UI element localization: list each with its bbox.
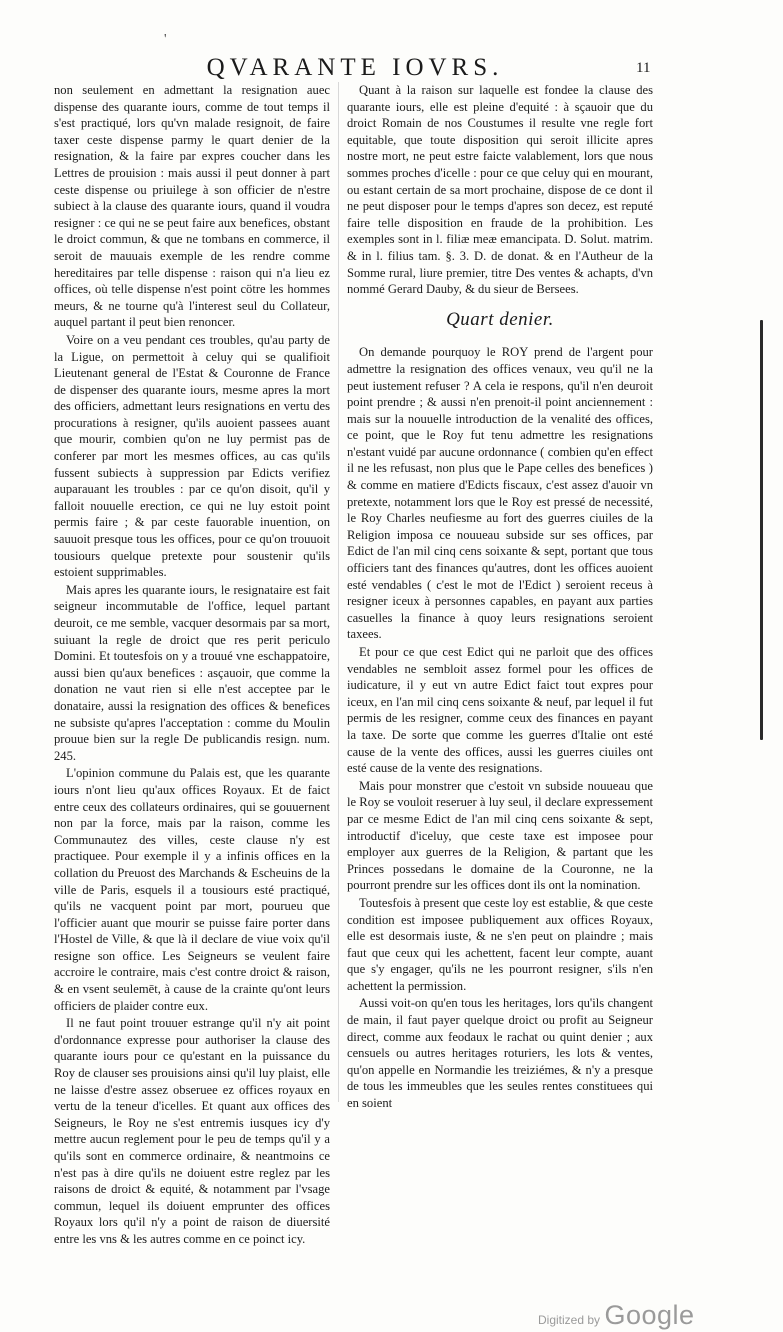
- paragraph: non seulement en admettant la resignation auec dispense des quarante iours, comme de tout temps il s'est practiqué, lors qu'vn malade resignoit, de faire taxer ceste dispense parmy le quart denier de la resignation, & la faire par expres coucher dans les Lettres de prouision : mais aussi il peut donner à part ceste dispense ou priuilege à son officier de n'estre subiect à la clause des quarante iours, quand il voudra resigner : ce qui ne se peut faire aux benefices, obstant le droict commun, & que ne tombans en commerce, il seroit de mauuais exemple de les rendre comme hereditaires par telle dispense : raison qui n'a lieu ez offices, où telle dispense n'est point cötre les hommes meurs, & ne tourne qu'à l'interest seul du Collateur, auquel partant il peut bien renoncer.: [54, 83, 330, 330]
- left-column: [54, 82, 330, 1248]
- paragraph: L'opinion commune du Palais est, que les quarante iours n'ont lieu qu'aux offices Royaux. Et de faict entre ceux des collateurs ordinaires, qui se gouuernent non par la force, mais par la raison, comme les Communautez des villes, ceste clause n'y est practiquee. Pour exemple il y a infinis offices en la collation du Preuost des Marchands & Escheuins de la ville de Paris, esquels il a tousiours esté practiqué, qu'ils ne vacquent point par mort, pourueu que l'officier auant que mourir se puisse faire porter dans l'Hostel de Ville, & que là il declare de viue voix qu'il resigne son office. Les Seigneurs se veulent faire accroire le contraire, mais c'est contre droict & raison, & en vsent seulemēt, à cause de la crainte qu'ont leurs officiers de plaider contre eux.: [54, 766, 330, 1013]
- paragraph: Il ne faut point trouuer estrange qu'il n'y ait point d'ordonnance expresse pour authoriser la clause des quarante iours pour ce qu'estant en la puissance du Roy de clauser ses prouisions ainsi qu'il luy plaist, elle ne laisse d'estre assez obseruee ez offices royaux en vertu de la teneur d'icelles. Et quant aux offices des Seigneurs, le Roy ne s'est entremis iusques icy d'y mettre aucun reglement pour le peu de temps qu'il y a qu'ils sont en commerce ordinaire, & neantmoins ce n'est pas à dire qu'ils ne doiuent estre reglez par les raisons de droict & equité, & notamment par l'vsage commun, lequel ils doiuent emprunter des offices Royaux lors qu'il n'y a point de raison de diuersité entre les vns & les autres comme en ce poinct icy.: [54, 1016, 330, 1246]
- paragraph: Quant à la raison sur laquelle est fondee la clause des quarante iours, elle est pleine d'equité : à sçauoir que du droict Romain de nos Coustumes il resulte vne regle fort equitable, que toute disposition qui seroit illicite apres nostre mort, ne peut estre faicte valablement, lors que nous sommes proches d'icelle : pour ce que celuy qui en mourant, ou estant certain de sa mort prochaine, dispose de ce dont il ne peut disposer pour le temps d'apres son decez, est reputé faire telle disposition en fraude de la prohibition. Les exemples sont in l. filiæ meæ emancipata. D. Solut. matrim. & in l. filius tam. §. 3. D. de donat. & en l'Autheur de la Somme rural, liure premier, titre Des ventes & achapts, d'vn nommé Gerard Dauby, & du sieur de Bersees.: [347, 83, 653, 297]
- paragraph: Aussi voit-on qu'en tous les heritages, lors qu'ils changent de main, il faut payer quelque droict ou profit au Seigneur direct, comme aux feodaux le rachat ou quint denier ; aux censuels ou autres heritages roturiers, les lots & ventes, qu'on appelle en Normandie les treiziémes, & n'y a presque de tous les immeubles que les seules rentes constituees qui en soient: [347, 996, 653, 1111]
- page-number: 11: [636, 60, 651, 76]
- paragraph: Voire on a veu pendant ces troubles, qu'au party de la Ligue, on permettoit à celuy qui se qualifioit Lieutenant general de l'Estat & Couronne de France de dispenser des quarante iours, mesme apres la mort des officiers, admettant leurs resignations en vertu des procurations à resigner, qu'ils auoient passees auant que mourir, combien qu'on ne luy permist pas de conferer par mort les mesmes offices, au cas qu'ils fussent subiects à suppression par Edicts verifiez auparauant les troubles : par ce qu'on disoit, qu'il y falloit nouuelle erection, ce qui ne luy estoit point permis faire ; & par ceste fauorable inuention, on sauuoit presque tous les offices, pour ce qu'on trouuoit tousiours quelque pretexte pour soustenir qu'ils estoient supprimables.: [54, 332, 330, 580]
- paragraph: Toutesfois à present que ceste loy est establie, & que ceste condition est imposee publiquement aux offices Royaux, elle est desormais iuste, & ne s'en peut on plaindre ; mais faut que ceux qui les achettent, facent leur compte, auant que s'y engager, qu'ils ne les pourront resigner, s'ils n'en achettent la permission.: [347, 895, 653, 993]
- google-logo: Google: [604, 1300, 695, 1330]
- column-divider: [338, 82, 339, 1102]
- right-column: [347, 82, 653, 1112]
- paragraph: Mais pour monstrer que c'estoit vn subside nouueau que le Roy se vouloit reseruer à luy seul, il declare expressement par ce mesme Edict de l'an mil cinq cens soixante & sept, introductif d'iceluy, que ceste taxe est imposee pour employer aux guerres de la Religion, & partant que les Princes possedans le domaine de la Couronne, ne la pourront prendre sur les offices dont ils ont la nomination.: [347, 778, 653, 893]
- digitized-watermark: [538, 1300, 695, 1331]
- paragraph: On demande pourquoy le ROY prend de l'argent pour admettre la resignation des offices venaux, veu qu'il ne la peut iustement refuser ? A cela ie respons, qu'il n'en deuroit point prendre ; & aussi n'en prenoit-il point anciennement : mais sur la nouuelle introduction de la venalité des offices, ce point, que le Roy fut tenu admettre les resignations n'estant vuidé par aucune ordonnance ( combien qu'en effect il ne les refusast, non plus que le Pape celles des benefices ) & comme en matiere d'Edicts fiscaux, c'est assez d'auoir vn pretexte, notamment lors que le Roy est pressé de necessité, le Roy Charles neufiesme au fort des guerres ciuiles de la Religion imposa ce nouueau subside sur ses offices, par Edict de l'an mil cinq cens soixante & sept, portant que tous officiers tant des finances qu'autres, dont les offices auoient esté vendables ( c'est le mot de l'Edict ) seroient receus à resigner iceux à personnes capables, en payant aux parties casuelles la finance à quoy leurs resignations seroient taxees.: [347, 345, 653, 642]
- paragraph: Et pour ce que cest Edict qui ne parloit que des offices vendables ne sembloit assez formel pour les offices de iudicature, il y eut vn autre Edict faict tout expres pour iceux, en l'an mil cinq cens soixante & neuf, par lequel il fut permis de les resigner, comme ceux des finances en payant la taxe. De sorte que comme les guerres d'Italie ont esté cause de la vente des offices, aussi les guerres ciuiles ont esté cause de la vente des resignations.: [347, 645, 653, 776]
- scan-edge-shadow: [760, 320, 763, 740]
- paragraph: Mais apres les quarante iours, le resignataire est fait seigneur incommutable de l'office, lequel partant deuroit, ce me semble, vacquer desormais par sa mort, suiuant la regle de droict que res perit periculo Domini. Et toutesfois on y a trouué vne eschappatoire, aussi bien qu'aux benefices : asçauoir, que comme la donation ne vaut rien si elle n'est acceptee par le donataire, aussi la resignation des offices & benefices ne subsiste qu'apres l'acceptation : comme du Moulin prouue bien sur la regle De publicandis resign. num. 245.: [54, 582, 330, 763]
- running-head: QVARANTE IOVRS.: [206, 54, 504, 81]
- section-heading: Quart denier.: [446, 308, 554, 330]
- watermark-prefix: Digitized by: [538, 1313, 601, 1327]
- top-mark: ': [164, 32, 167, 47]
